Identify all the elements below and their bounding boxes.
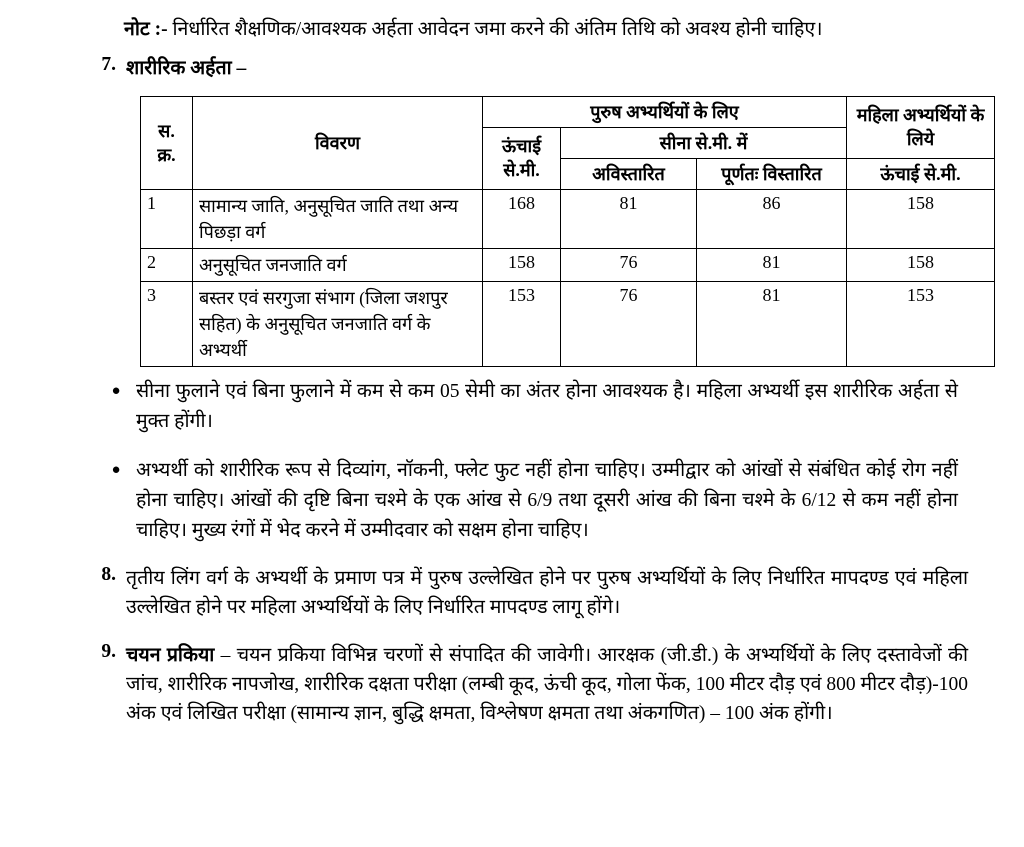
bullet-list	[96, 377, 968, 546]
table-row	[141, 248, 995, 281]
cell-height-male: 168	[483, 189, 561, 248]
section-9-number: 9.	[101, 640, 116, 662]
note-paragraph	[124, 16, 968, 44]
cell-chest-expanded: 86	[697, 189, 847, 248]
section-9-text: – चयन प्रकिया विभिन्न चरणों से संपादित की जावेगी। आरक्षक (जी.डी.) के अभ्यर्थियों के लिए दस्तावेजों की जांच, शारीरिक नापजोख, शारीरिक दक्षता परीक्षा (लम्बी कूद, ऊंची कूद, गोला फेंक, 100 मीटर दौड़ एवं 800 मीटर दौड़)-100 अंक एवं लिखित परीक्षा (सामान्य ज्ञान, बुद्धि क्षमता, विश्लेषण क्षमता तथा अंकगणित) – 100 अंक होंगी।	[126, 644, 968, 725]
header-height-male: ऊंचाई से.मी.	[483, 127, 561, 189]
section-8	[96, 564, 968, 623]
physical-standards-table	[140, 96, 995, 368]
note-label: नोट :-	[124, 19, 168, 40]
header-chest-expanded: पूर्णतः विस्तारित	[697, 158, 847, 189]
section-9-body	[126, 641, 968, 729]
cell-description: अनुसूचित जनजाति वर्ग	[193, 248, 483, 281]
cell-height-female: 158	[847, 248, 995, 281]
table-header-row-1	[141, 96, 995, 127]
list-item	[96, 456, 968, 547]
cell-serial-number: 1	[141, 189, 193, 248]
header-description: विवरण	[193, 96, 483, 189]
bullet-dot-icon: ●	[111, 383, 121, 400]
list-item	[96, 377, 968, 437]
section-8-number: 8.	[101, 564, 116, 586]
table-row	[141, 281, 995, 366]
header-chest-unexpanded: अविस्तारित	[561, 158, 697, 189]
header-chest-group: सीना से.मी. में	[561, 127, 847, 158]
cell-description: सामान्य जाति, अनुसूचित जाति तथा अन्य पिछड़ा वर्ग	[193, 189, 483, 248]
header-female-group: महिला अभ्यर्थियों के लिये	[847, 96, 995, 158]
header-height-female: ऊंचाई से.मी.	[847, 158, 995, 189]
section-8-text: तृतीय लिंग वर्ग के अभ्यर्थी के प्रमाण पत्र में पुरुष उल्लेखित होने पर पुरुष अभ्यर्थियों के लिए निर्धारित मापदण्ड एवं महिला उल्लेखित होने पर महिला अभ्यर्थियों के लिए निर्धारित मापदण्ड लागू होंगे।	[126, 568, 968, 619]
cell-chest-unexpanded: 81	[561, 189, 697, 248]
bullet-dot-icon: ●	[111, 461, 121, 478]
header-serial-number: स. क्र.	[141, 96, 193, 189]
section-7-number: 7.	[101, 54, 116, 76]
note-text: निर्धारित शैक्षणिक/आवश्यक अर्हता आवेदन जमा करने की अंतिम तिथि को अवश्य होनी चाहिए।	[172, 19, 823, 40]
cell-serial-number: 2	[141, 248, 193, 281]
section-9	[96, 641, 968, 729]
cell-height-male: 158	[483, 248, 561, 281]
cell-chest-expanded: 81	[697, 248, 847, 281]
section-7-heading	[96, 54, 968, 83]
section-7-title: शारीरिक अर्हता –	[126, 58, 247, 80]
header-male-group: पुरुष अभ्यर्थियों के लिए	[483, 96, 847, 127]
cell-chest-unexpanded: 76	[561, 248, 697, 281]
bullet-text: सीना फुलाने एवं बिना फुलाने में कम से कम 05 सेमी का अंतर होना आवश्यक है। महिला अभ्यर्थी इस शारीरिक अर्हता से मुक्त होंगी।	[136, 381, 958, 433]
cell-chest-expanded: 81	[697, 281, 847, 366]
cell-serial-number: 3	[141, 281, 193, 366]
cell-chest-unexpanded: 76	[561, 281, 697, 366]
section-9-title: चयन प्रकिया	[126, 644, 215, 666]
cell-description: बस्तर एवं सरगुजा संभाग (जिला जशपुर सहित) के अनुसूचित जनजाति वर्ग के अभ्यर्थी	[193, 281, 483, 366]
table-row	[141, 189, 995, 248]
cell-height-female: 158	[847, 189, 995, 248]
cell-height-male: 153	[483, 281, 561, 366]
cell-height-female: 153	[847, 281, 995, 366]
bullet-text: अभ्यर्थी को शारीरिक रूप से दिव्यांग, नॉकनी, फ्लेट फुट नहीं होना चाहिए। उम्मीद्वार को आंखों से संबंधित कोई रोग नहीं होना चाहिए। आंखों की दृष्टि बिना चश्मे के एक आंख से 6/9 तथा दूसरी आंख की बिना चश्मे के 6/12 से कम नहीं होना चाहिए। मुख्य रंगों में भेद करने में उम्मीदवार को सक्षम होना चाहिए।	[136, 459, 958, 541]
